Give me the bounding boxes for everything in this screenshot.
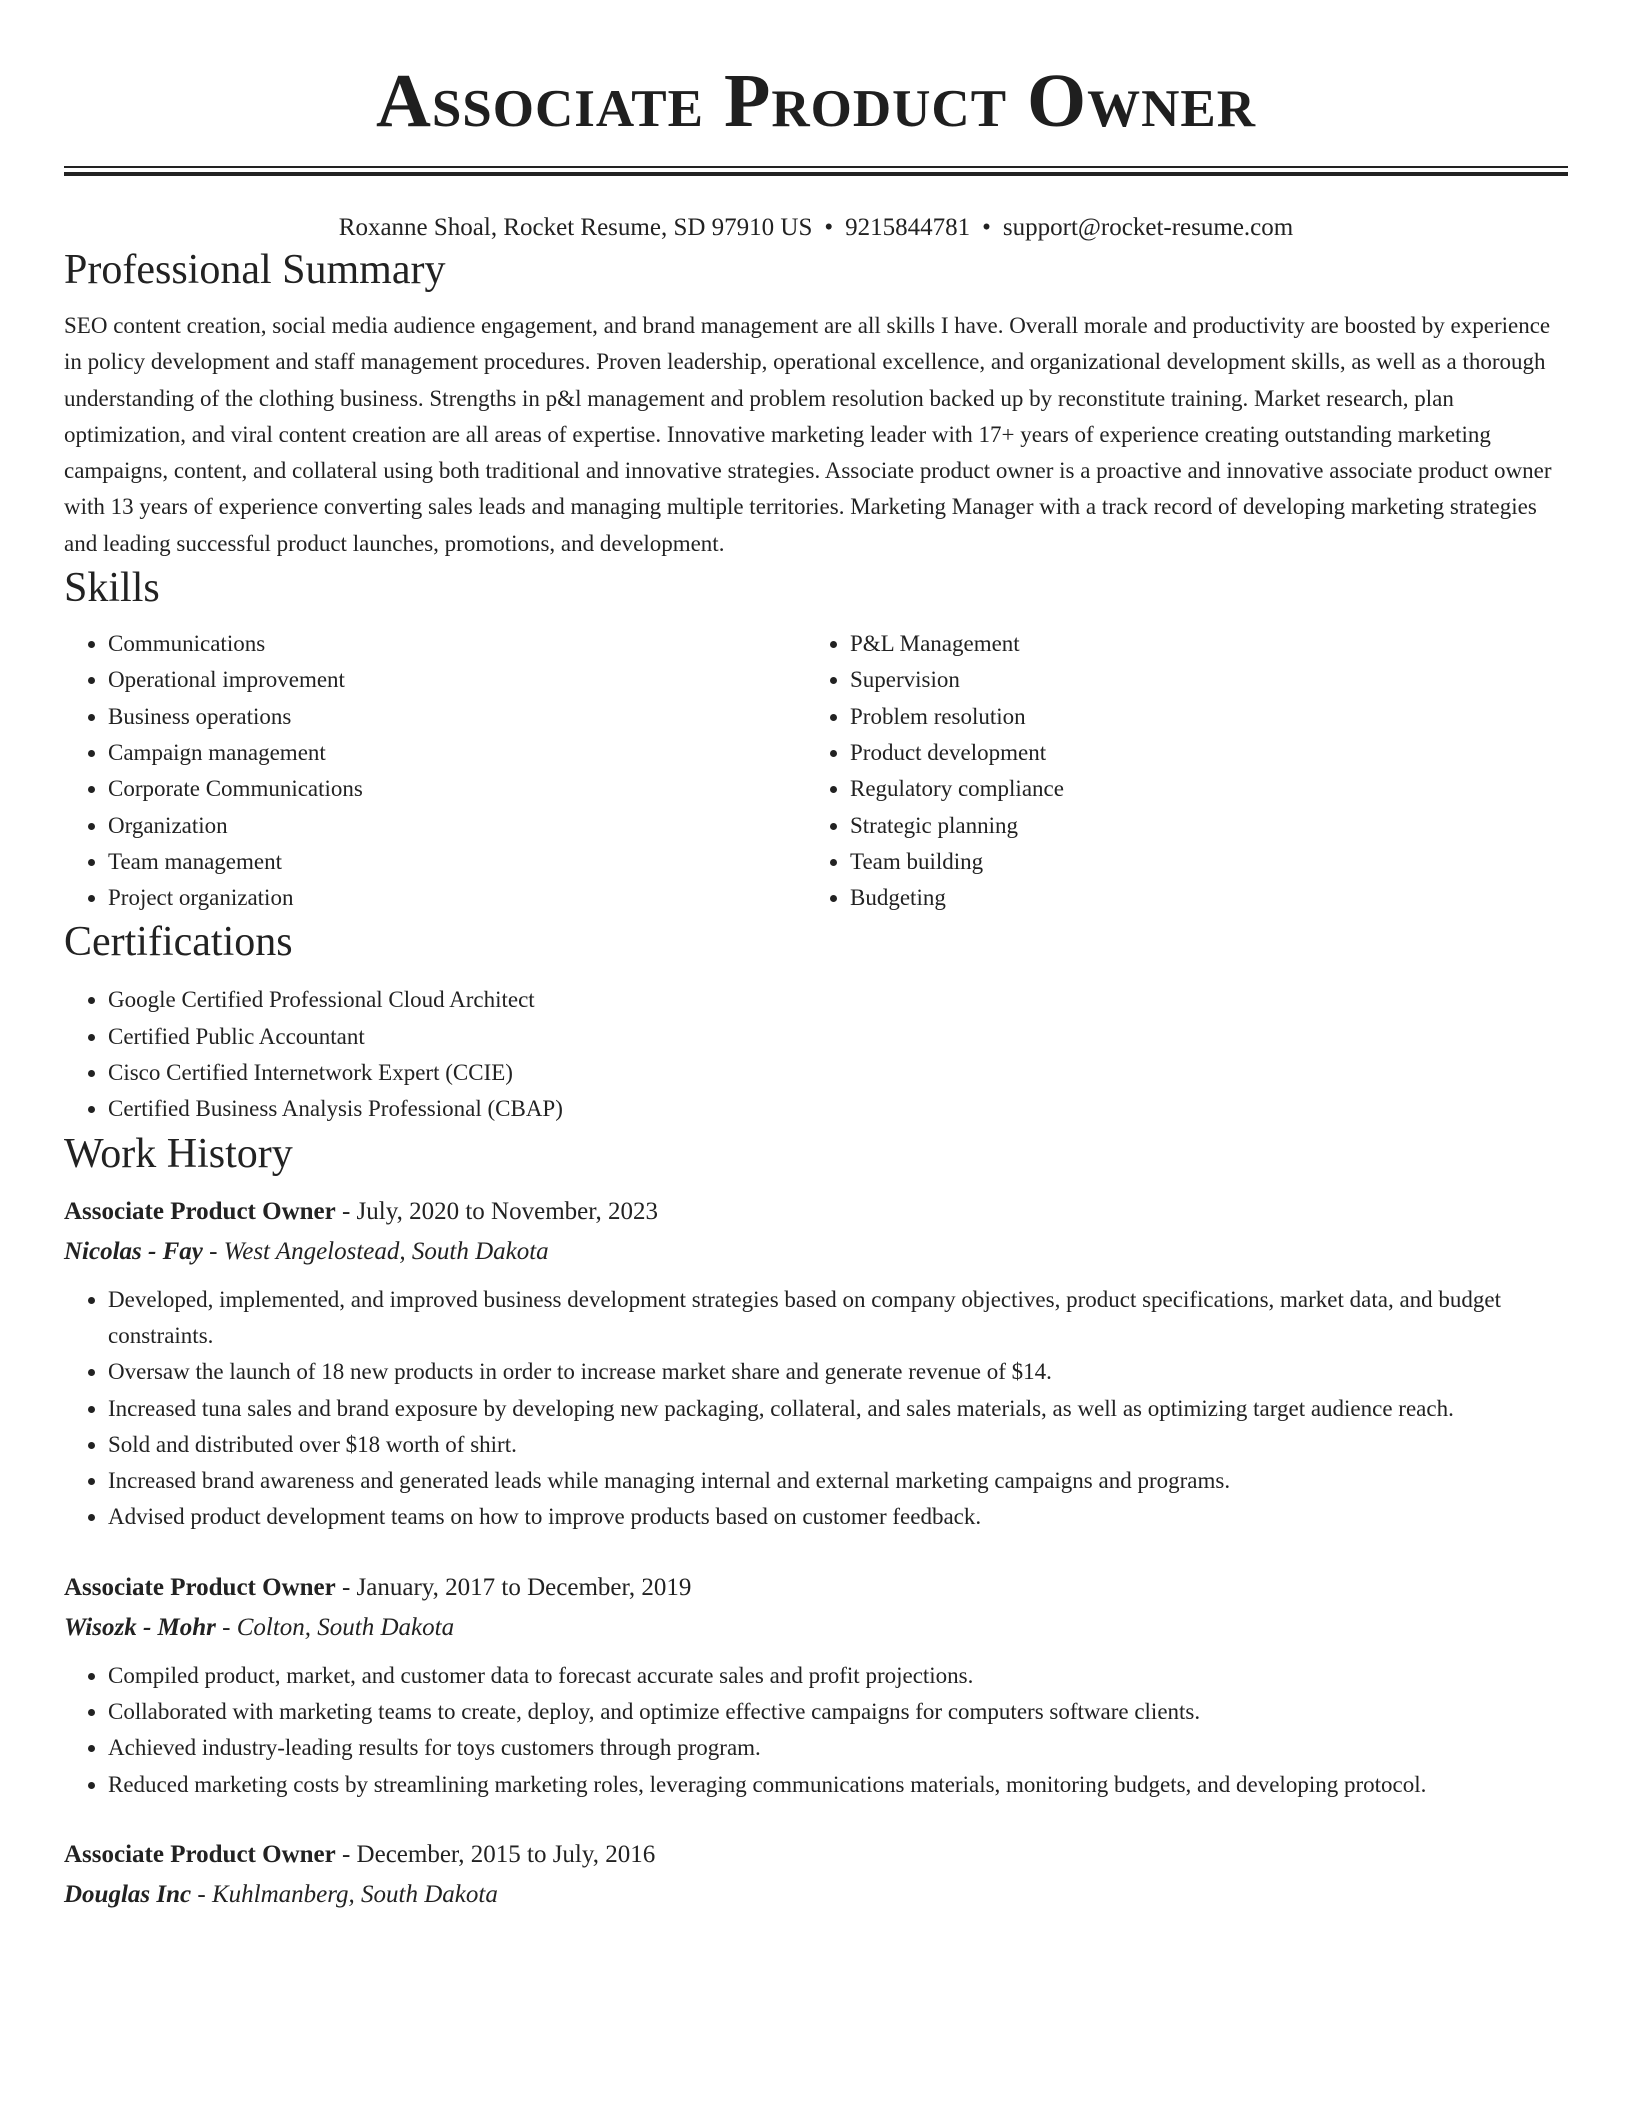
job-company-line — [64, 1875, 1568, 1915]
skill-item: • Problem resolution — [850, 699, 1548, 735]
job-company: Wisozk - Mohr — [64, 1613, 216, 1641]
contact-line — [64, 212, 1568, 244]
skill-item: • Budgeting — [850, 880, 1548, 916]
job-dates: - January, 2017 to December, 2019 — [341, 1573, 692, 1601]
skill-item: • Strategic planning — [850, 808, 1548, 844]
job-company-line — [64, 1608, 1568, 1648]
job-role: Associate Product Owner — [64, 1573, 336, 1601]
contact-address: Roxanne Shoal, Rocket Resume, SD 97910 US — [338, 214, 813, 241]
skills-columns — [64, 626, 1568, 916]
job-bullets — [64, 1282, 1568, 1536]
job-bullet: • Reduced marketing costs by streamlining marketing roles, leveraging communications materials, monitoring budgets, and developing protocol. — [108, 1767, 1568, 1803]
skill-item: • Team management — [108, 844, 806, 880]
skill-item: • Business operations — [108, 699, 806, 735]
job-bullet: • Sold and distributed over $18 worth of shirt. — [108, 1427, 1568, 1463]
job-bullet: • Advised product development teams on how to improve products based on customer feedback. — [108, 1499, 1568, 1535]
job-header — [64, 1568, 1568, 1608]
skill-item: • Operational improvement — [108, 662, 806, 698]
job-bullets — [64, 1658, 1568, 1803]
job-company: Douglas Inc — [64, 1880, 192, 1908]
job-dates: - July, 2020 to November, 2023 — [341, 1197, 659, 1225]
job-bullet: • Oversaw the launch of 18 new products in order to increase market share and generate revenue of $14. — [108, 1354, 1568, 1390]
job-role: Associate Product Owner — [64, 1840, 336, 1868]
certification-item: • Certified Public Accountant — [108, 1019, 1568, 1055]
skill-item: • Corporate Communications — [108, 771, 806, 807]
skill-item: • P&L Management — [850, 626, 1548, 662]
certifications-list — [64, 982, 1568, 1127]
job-entry — [64, 1192, 1568, 1536]
job-header — [64, 1835, 1568, 1875]
skill-item: • Project organization — [108, 880, 806, 916]
contact-separator: • — [982, 214, 991, 241]
skills-heading: Skills — [64, 565, 160, 612]
skills-right-list — [806, 626, 1548, 916]
job-location: - West Angelostead, South Dakota — [209, 1237, 549, 1265]
certifications-heading: Certifications — [64, 919, 293, 966]
job-company-line — [64, 1232, 1568, 1272]
job-bullet: • Developed, implemented, and improved business development strategies based on company objectives, product specifications, market data, and budget constraints. — [108, 1282, 1568, 1355]
job-bullet: • Collaborated with marketing teams to create, deploy, and optimize effective campaigns for computers software clients. — [108, 1694, 1568, 1730]
job-entry — [64, 1568, 1568, 1803]
title-divider — [64, 166, 1568, 176]
skill-item: • Campaign management — [108, 735, 806, 771]
contact-separator: • — [824, 214, 834, 241]
summary-heading: Professional Summary — [64, 247, 446, 293]
job-bullet: • Increased brand awareness and generated leads while managing internal and external marketing campaigns and programs. — [108, 1463, 1568, 1499]
job-company: Nicolas - Fay — [64, 1237, 203, 1265]
page-title: Associate Product Owner — [375, 59, 1257, 143]
job-bullet: • Increased tuna sales and brand exposure by developing new packaging, collateral, and sales materials, as well as optimizing target audience reach. — [108, 1391, 1568, 1427]
certification-item: • Cisco Certified Internetwork Expert (CCIE) — [108, 1055, 1568, 1091]
job-location: - Kuhlmanberg, South Dakota — [197, 1880, 498, 1908]
job-role: Associate Product Owner — [64, 1197, 336, 1225]
job-bullet: • Compiled product, market, and customer data to forecast accurate sales and profit projections. — [108, 1658, 1568, 1694]
contact-phone: 9215844781 — [845, 214, 971, 241]
certification-item: • Certified Business Analysis Professional (CBAP) — [108, 1091, 1568, 1127]
contact-email: support@rocket-resume.com — [1002, 214, 1294, 241]
job-location: - Colton, South Dakota — [222, 1613, 455, 1641]
summary-text: SEO content creation, social media audience engagement, and brand management are all skills I have. Overall morale and productivity are boosted by experience in policy development and staff management procedures. Proven leadership, operational excellence, and organizational development skills, as well as a thorough understanding of the clothing business. Strengths in p&l management and problem resolution backed up by reconstitute training. Market research, plan optimization, and viral content creation are all areas of expertise. Innovative marketing leader with 17+ years of experience creating outstanding marketing campaigns, content, and collateral using both traditional and innovative strategies. Associate product owner is a proactive and innovative associate product owner with 13 years of experience converting sales leads and managing multiple territories. Marketing Manager with a track record of developing marketing strategies and leading successful product launches, promotions, and development. — [64, 313, 1552, 556]
certification-item: • Google Certified Professional Cloud Architect — [108, 982, 1568, 1018]
skill-item: • Team building — [850, 844, 1548, 880]
job-dates: - December, 2015 to July, 2016 — [341, 1840, 656, 1868]
skill-item: • Organization — [108, 808, 806, 844]
skills-left-list — [64, 626, 806, 916]
job-entry — [64, 1835, 1568, 1915]
skill-item: • Communications — [108, 626, 806, 662]
job-header — [64, 1192, 1568, 1232]
skill-item: • Product development — [850, 735, 1548, 771]
job-bullet: • Achieved industry-leading results for toys customers through program. — [108, 1730, 1568, 1766]
skill-item: • Regulatory compliance — [850, 771, 1548, 807]
work-history-heading: Work History — [64, 1130, 293, 1177]
skill-item: • Supervision — [850, 662, 1548, 698]
